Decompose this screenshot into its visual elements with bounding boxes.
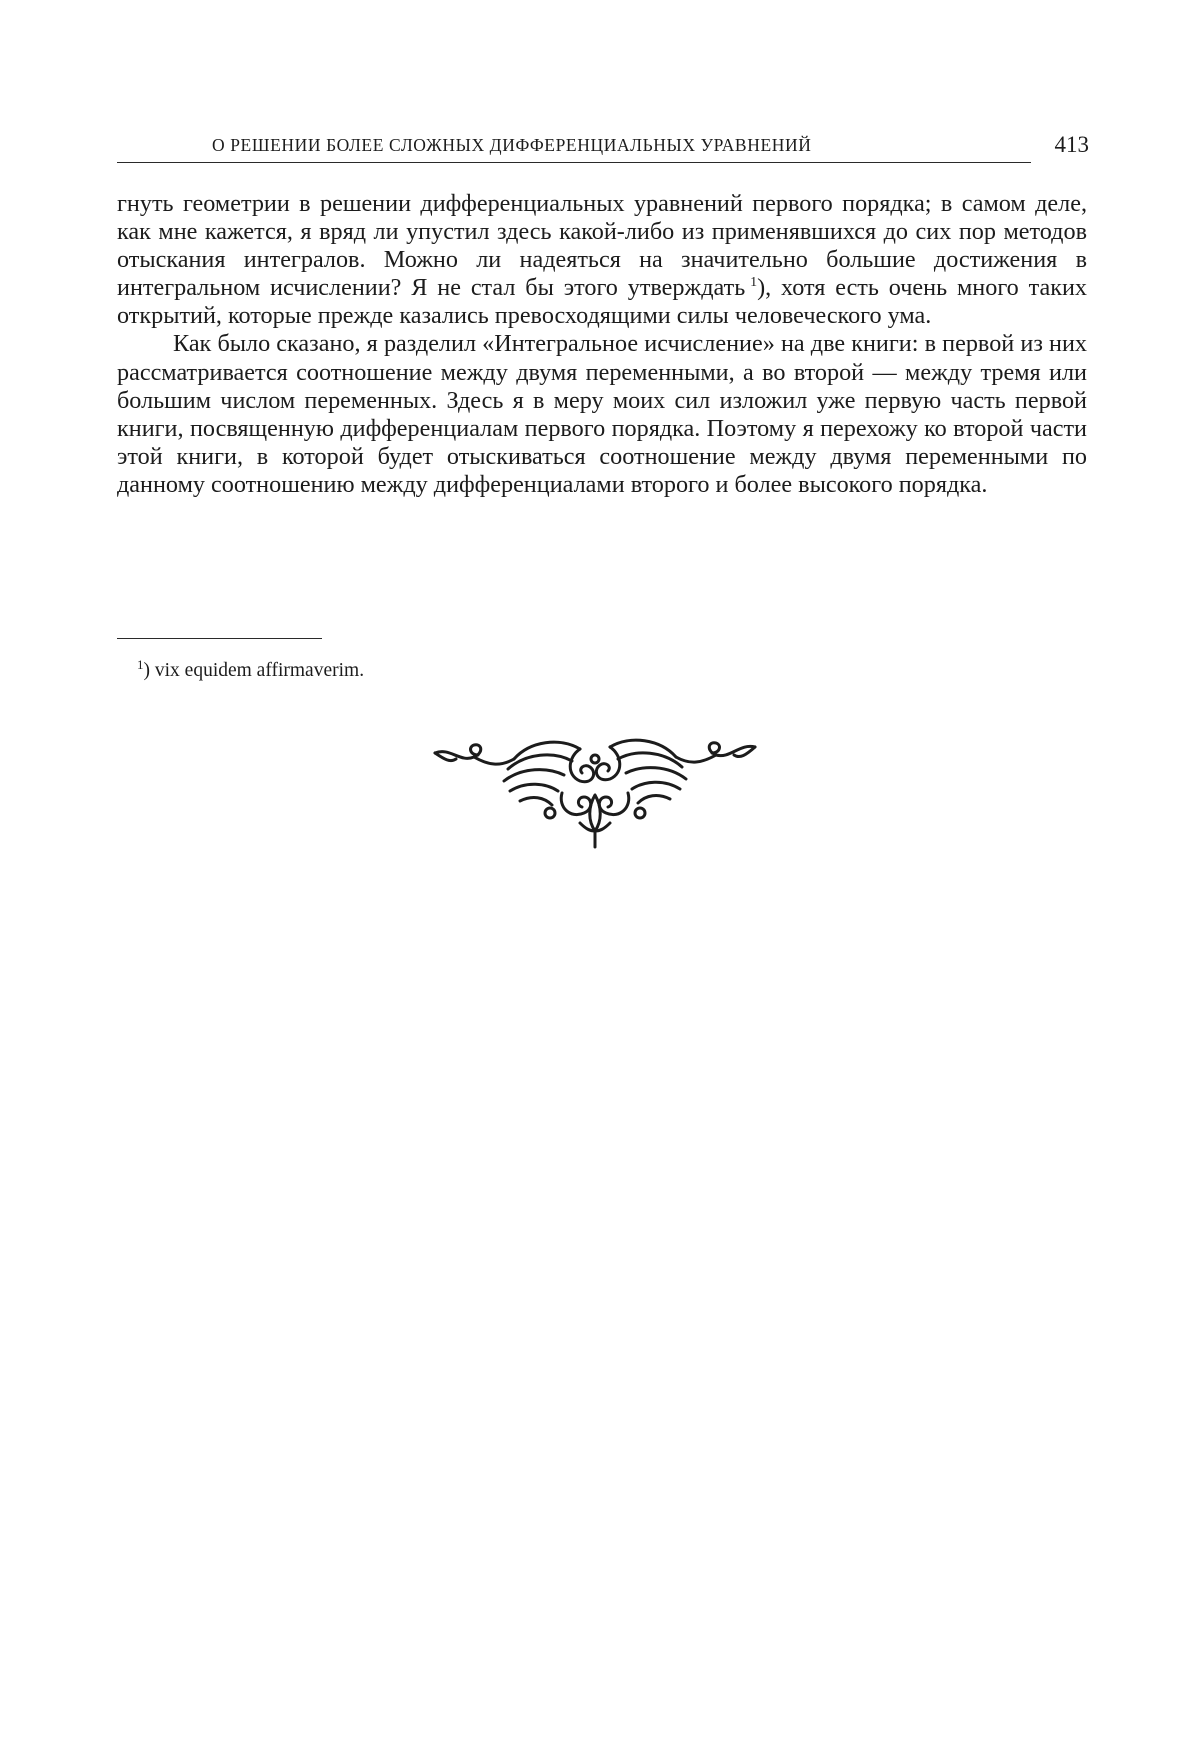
running-head-rule bbox=[117, 162, 1031, 163]
page-number: 413 bbox=[1054, 132, 1089, 157]
floral-tailpiece-ornament-icon bbox=[430, 735, 760, 850]
paragraph-1 bbox=[117, 190, 1087, 330]
footnote-text: ) vix equidem affirmaverim. bbox=[143, 660, 365, 681]
running-head-title: О РЕШЕНИИ БОЛЕЕ СЛОЖНЫХ ДИФФЕРЕНЦИАЛЬНЫХ УРАВНЕНИЙ bbox=[212, 135, 812, 155]
footnote-mark: 1 bbox=[137, 657, 144, 672]
footnote-rule bbox=[117, 638, 322, 639]
footnote bbox=[137, 657, 365, 682]
running-head bbox=[117, 132, 1089, 166]
footnote-reference: 1 bbox=[750, 275, 758, 291]
paragraph-2: Как было сказано, я разделил «Интегральное исчисление» на две книги: в первой из них рассматривается соотношение между двумя переменными, а во второй — между тремя или большим числом переменных. Здесь я в меру моих сил изложил уже первую часть первой книги, посвященную дифференциалам первого порядка. Поэтому я перехожу ко второй части этой книги, в которой будет отыскиваться соотношение между двумя переменными по данному соотношению между дифференциалами второго и более высокого порядка. bbox=[117, 330, 1087, 498]
paragraph-1-text-continued: ), хотя есть очень много таких открытий, которые прежде казались превосходящими силы человеческого ума. bbox=[117, 274, 1087, 330]
paragraph-1-text: гнуть геометрии в решении дифференциальных уравнений первого порядка; в самом деле, как мне кажется, я вряд ли упустил здесь какой-либо из применявшихся до сих пор методов отыскания интегралов. Можно ли надеяться на значительно большие достижения в интегральном исчислении? Я не стал бы этого утверждать bbox=[117, 190, 1087, 302]
main-text bbox=[117, 190, 1087, 499]
